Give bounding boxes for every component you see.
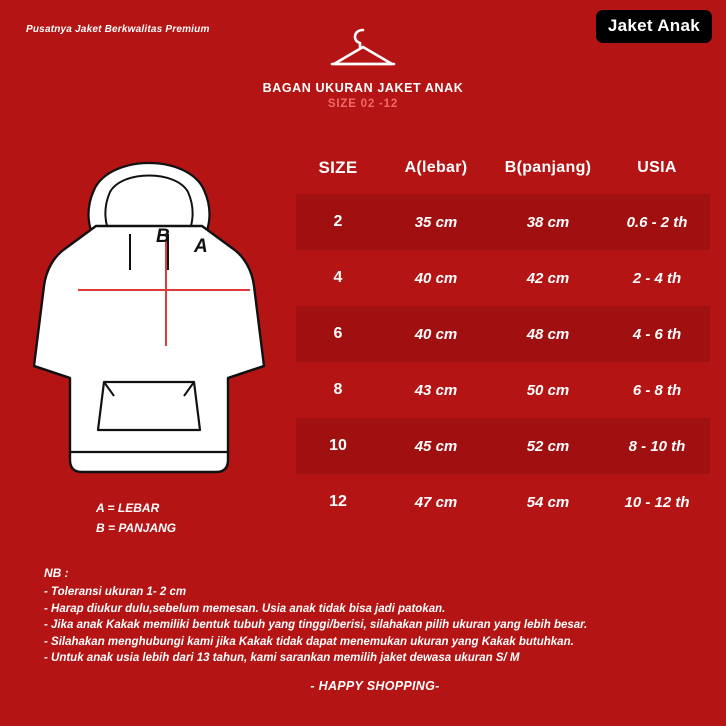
size-table	[296, 142, 710, 530]
column-header-size: SIZE	[318, 158, 358, 177]
cell-usia: 8 - 10 th	[628, 437, 686, 455]
cell-size: 4	[333, 269, 343, 286]
cell-a: 40 cm	[414, 269, 458, 287]
marker-b-label: B	[156, 226, 170, 247]
cell-size: 10	[329, 437, 347, 454]
header	[0, 26, 726, 110]
notes-title: NB :	[44, 566, 69, 580]
cell-a: 35 cm	[414, 213, 458, 231]
cell-a: 45 cm	[414, 437, 458, 455]
cell-usia: 2 - 4 th	[632, 269, 682, 287]
cell-usia: 4 - 6 th	[632, 325, 682, 343]
cell-a: 43 cm	[414, 381, 458, 399]
table-row	[296, 306, 710, 362]
cell-size: 2	[333, 213, 343, 230]
cell-b: 48 cm	[526, 325, 570, 343]
marker-a-label: A	[194, 236, 208, 257]
tagline: Pusatnya Jaket Berkwalitas Premium	[26, 24, 210, 35]
closing-message: - HAPPY SHOPPING-	[310, 678, 440, 693]
legend	[96, 498, 176, 538]
cell-b: 52 cm	[526, 437, 570, 455]
table-row	[296, 194, 710, 250]
hanger-icon	[0, 26, 726, 75]
cell-usia: 10 - 12 th	[624, 493, 690, 511]
notes-section	[44, 566, 706, 693]
cell-usia: 6 - 8 th	[632, 381, 682, 399]
table-row	[296, 474, 710, 530]
page-title: BAGAN UKURAN JAKET ANAK	[262, 81, 464, 95]
page-subtitle: SIZE 02 -12	[327, 98, 399, 110]
table-row	[296, 418, 710, 474]
cell-usia: 0.6 - 2 th	[626, 213, 688, 231]
column-header-b: B(panjang)	[504, 159, 592, 176]
legend-a: A = LEBAR	[96, 501, 160, 515]
note-line: - Harap diukur dulu,sebelum memesan. Usia anak tidak bisa jadi patokan.	[44, 602, 446, 615]
cell-b: 54 cm	[526, 493, 570, 511]
column-header-a: A(lebar)	[404, 159, 468, 176]
cell-a: 40 cm	[414, 325, 458, 343]
cell-b: 50 cm	[526, 381, 570, 399]
table-row	[296, 250, 710, 306]
cell-size: 8	[333, 381, 343, 398]
column-header-usia: USIA	[637, 159, 677, 176]
note-line: - Toleransi ukuran 1- 2 cm	[44, 586, 187, 598]
cell-size: 6	[333, 325, 343, 342]
table-row	[296, 362, 710, 418]
cell-size: 12	[329, 493, 347, 510]
cell-b: 38 cm	[526, 213, 570, 231]
hoodie-illustration	[18, 130, 280, 510]
legend-b: B = PANJANG	[96, 521, 177, 535]
table-header-row	[296, 142, 710, 194]
note-line: - Untuk anak usia lebih dari 13 tahun, kami sarankan memilih jaket dewasa ukuran S/ M	[44, 652, 520, 664]
cell-a: 47 cm	[414, 493, 458, 511]
status-badge: Jaket Anak	[596, 10, 712, 43]
cell-b: 42 cm	[526, 269, 570, 287]
note-line: - Jika anak Kakak memiliki bentuk tubuh yang tinggi/berisi, silahakan pilih ukuran yang lebih besar.	[44, 619, 588, 631]
note-line: - Silahakan menghubungi kami jika Kakak tidak dapat menemukan ukuran yang Kakak butuhkan.	[44, 635, 574, 648]
